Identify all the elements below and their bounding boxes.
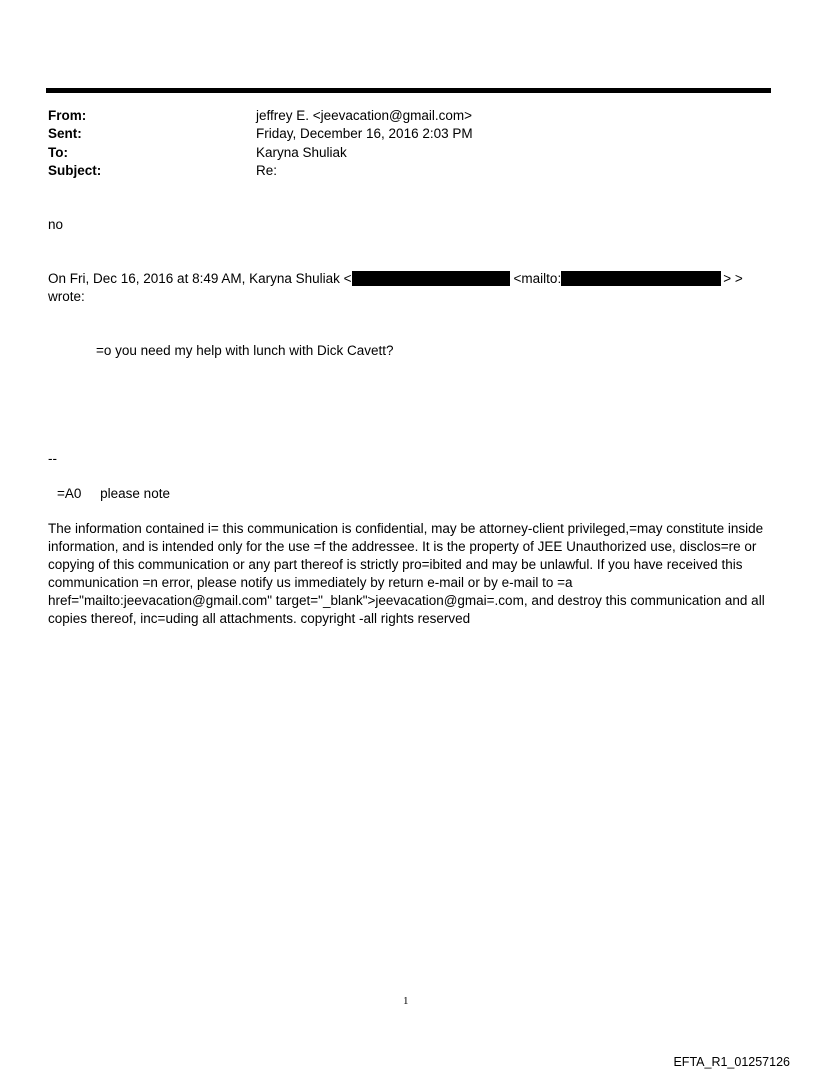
quote-intro-wrote: wrote: [48, 289, 85, 304]
bates-number: EFTA_R1_01257126 [673, 1055, 790, 1069]
sent-value: Friday, December 16, 2016 2:03 PM [256, 126, 473, 141]
redaction-box [561, 271, 721, 286]
quoted-message: =o you need my help with lunch with Dick Cavett? [96, 343, 394, 358]
subject-label: Subject: [48, 163, 102, 178]
to-value: Karyna Shuliak [256, 145, 347, 160]
reply-text: no [48, 217, 64, 232]
from-value: jeffrey E. <jeevacation@gmail.com> [256, 108, 473, 123]
subject-value: Re: [256, 163, 278, 178]
page-number: 1 [403, 995, 409, 1007]
quote-intro-suffix: > > [723, 271, 743, 286]
sent-label: Sent: [48, 126, 82, 141]
quote-intro-line [48, 270, 743, 288]
redaction-box [352, 271, 510, 286]
from-label: From: [48, 108, 87, 123]
to-label: To: [48, 145, 68, 160]
quote-intro-mailto: <mailto: [513, 271, 562, 286]
header-rule [46, 88, 771, 93]
signature-separator: -- [48, 451, 57, 466]
disclaimer-paragraph: The information contained i= this communication is confidential, may be attorney-client privileged,=may constitute inside information, and is intended only for the use =f the addressee. It is the property of JEE Unauthorized use, disclos=re or copying of this communication or any part thereof is strictly pro=ibited and may be unlawful. If you have received this communication =n error, please notify us immediately by return e-mail or by e-mail to =a href="mailto:jeevacation@gmail.com" target="_blank">jeevacation@gmai=.com, and destroy this communication and all copies thereof, inc=uding all attachments. copyright -all rights reserved [48, 521, 765, 626]
please-note: =A0 please note [57, 486, 170, 501]
quote-intro-prefix: On Fri, Dec 16, 2016 at 8:49 AM, Karyna Shuliak < [48, 271, 352, 286]
